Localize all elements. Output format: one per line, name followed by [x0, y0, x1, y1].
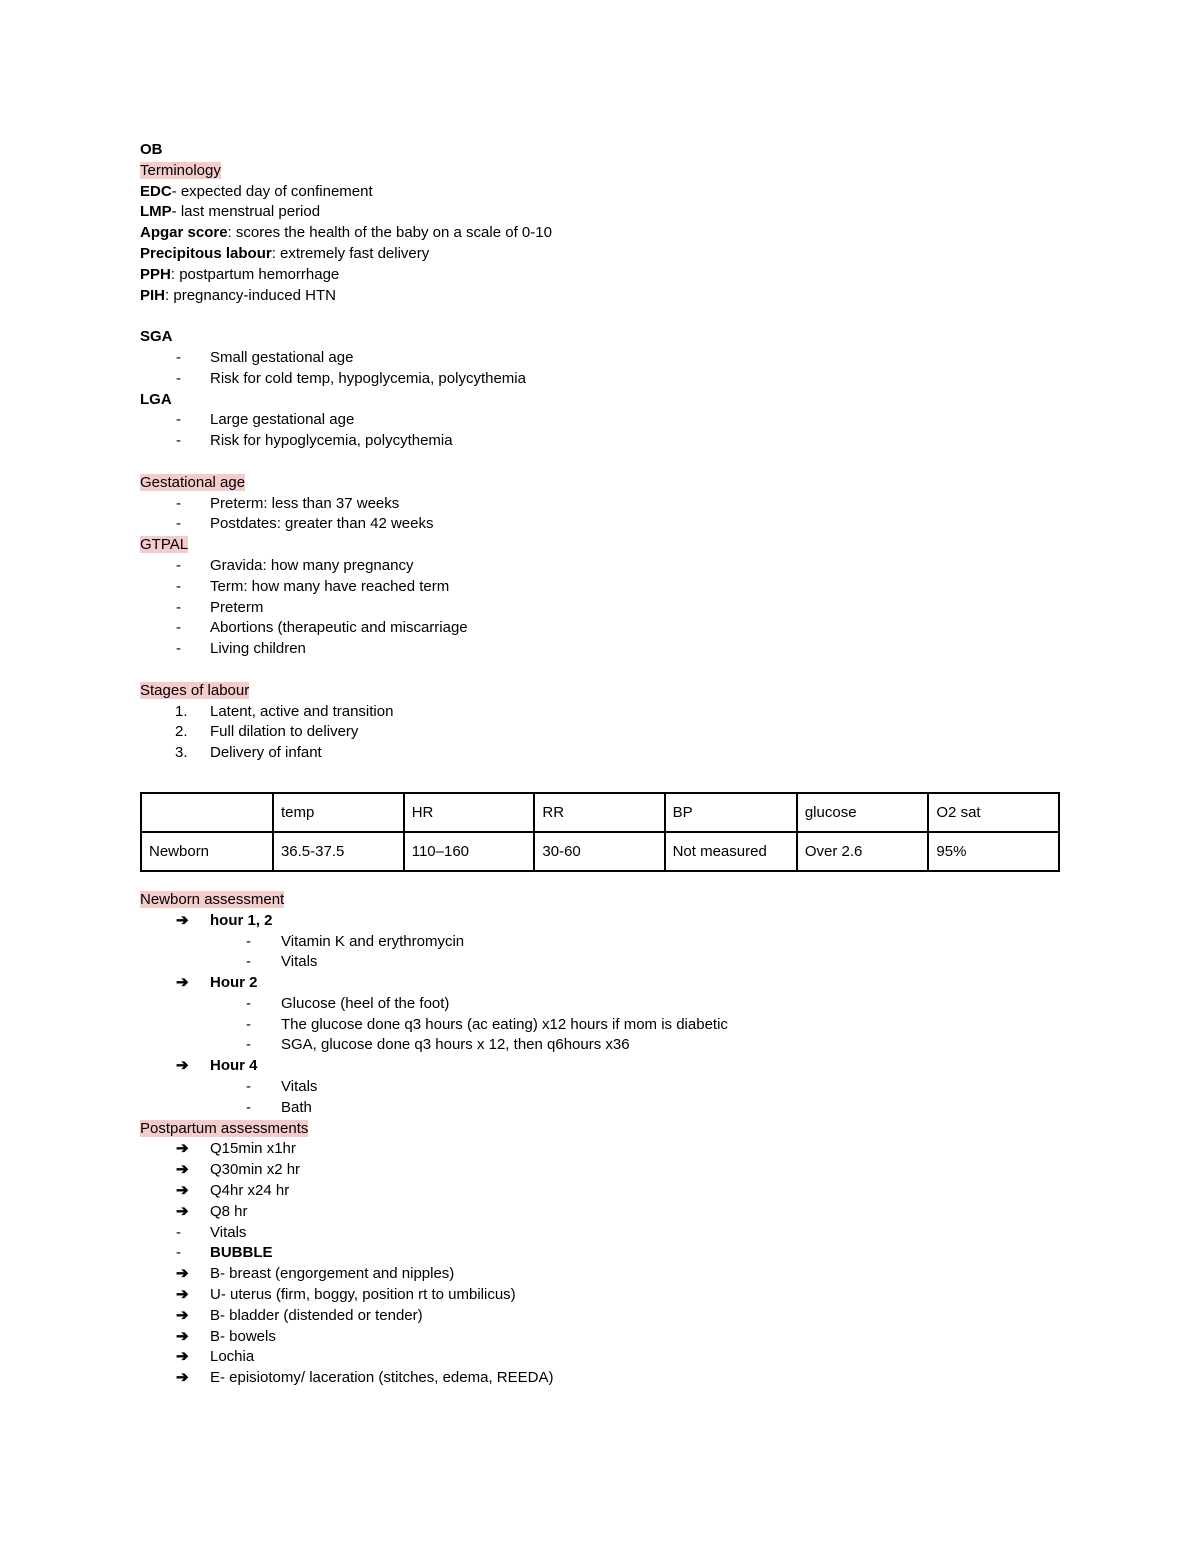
number-marker: 1. — [175, 702, 188, 720]
list-item — [140, 1202, 1060, 1223]
list-item — [140, 911, 1060, 932]
list-item-text: Risk for cold temp, hypoglycemia, polycythemia — [210, 369, 526, 387]
stage-text: Latent, active and transition — [210, 702, 394, 720]
term-separator: : — [165, 286, 174, 304]
arrow-icon: ➔ — [176, 1161, 189, 1179]
dash-marker: - — [246, 953, 251, 971]
newborn-assessment-heading: Newborn assessment — [140, 890, 285, 908]
sga-list — [140, 348, 1060, 390]
arrow-icon: ➔ — [176, 1348, 189, 1366]
terminology-list — [140, 182, 1060, 307]
dash-marker: - — [246, 932, 251, 950]
term-name: Precipitous labour — [140, 244, 272, 262]
term-separator: : — [271, 244, 281, 262]
list-item — [140, 1098, 1060, 1119]
arrow-icon: ➔ — [176, 1306, 189, 1324]
table-header-cell: HR — [404, 793, 535, 832]
gestational-age-list — [140, 494, 1060, 536]
postpartum-list — [140, 1139, 1060, 1389]
schedule-item: Q15min x1hr — [210, 1140, 296, 1158]
dash-marker: - — [176, 515, 181, 533]
dash-marker: - — [176, 598, 181, 616]
dash-marker: - — [176, 1223, 181, 1241]
list-item — [140, 348, 1060, 369]
list-item — [140, 722, 1060, 743]
gestational-age-heading: Gestational age — [140, 473, 246, 491]
bubble-item: Lochia — [210, 1348, 255, 1366]
lga-heading: LGA — [140, 390, 172, 408]
list-item — [140, 1077, 1060, 1098]
list-item-text: Living children — [210, 640, 306, 658]
dash-marker: - — [176, 619, 181, 637]
table-header-cell: RR — [534, 793, 664, 832]
arrow-icon: ➔ — [176, 1182, 189, 1200]
term-definition: extremely fast delivery — [280, 244, 430, 262]
bubble-item: B- breast (engorgement and nipples) — [210, 1265, 455, 1283]
list-item-text: Bath — [281, 1098, 312, 1116]
list-item — [140, 702, 1060, 723]
term-definition: last menstrual period — [180, 203, 321, 221]
dash-marker: - — [246, 1098, 251, 1116]
list-item — [140, 1327, 1060, 1348]
list-item — [140, 1035, 1060, 1056]
dash-marker: - — [246, 1078, 251, 1096]
list-item — [140, 973, 1060, 994]
table-cell: Over 2.6 — [797, 832, 929, 871]
schedule-item: Q4hr x24 hr — [210, 1182, 290, 1200]
list-item — [140, 1223, 1060, 1244]
dash-marker: - — [246, 1015, 251, 1033]
list-item — [140, 952, 1060, 973]
list-item — [140, 556, 1060, 577]
term-name: LMP — [140, 203, 172, 221]
terminology-heading: Terminology — [140, 161, 221, 179]
arrow-icon: ➔ — [176, 1369, 189, 1387]
table-cell: Newborn — [141, 832, 273, 871]
assessment-hour-label: hour 1, 2 — [210, 911, 273, 929]
list-item-text: Vitals — [281, 1078, 318, 1096]
list-item-text: Risk for hypoglycemia, polycythemia — [210, 432, 453, 450]
list-item — [140, 1306, 1060, 1327]
term-definition: pregnancy-induced HTN — [173, 286, 336, 304]
bubble-item: U- uterus (firm, boggy, position rt to umbilicus) — [210, 1286, 516, 1304]
term-separator: - — [171, 203, 181, 221]
list-item — [140, 1264, 1060, 1285]
table-header-row — [141, 793, 1059, 832]
list-item — [140, 639, 1060, 660]
assessment-hour-label: Hour 4 — [210, 1057, 258, 1075]
table-header-cell: BP — [665, 793, 797, 832]
dash-marker: - — [176, 577, 181, 595]
arrow-icon: ➔ — [176, 1202, 189, 1220]
list-item — [140, 1285, 1060, 1306]
term-name: PPH — [140, 265, 171, 283]
stages-list — [140, 702, 1060, 764]
table-header-cell: O2 sat — [928, 793, 1059, 832]
stages-heading: Stages of labour — [140, 681, 250, 699]
dash-marker: - — [176, 1244, 181, 1262]
term-row — [140, 244, 1060, 265]
lga-list — [140, 410, 1060, 452]
term-name: Apgar score — [140, 224, 228, 242]
list-item-text: Preterm — [210, 598, 264, 616]
arrow-icon: ➔ — [176, 974, 189, 992]
list-item — [140, 1243, 1060, 1264]
table-row — [141, 832, 1059, 871]
list-item — [140, 1368, 1060, 1389]
list-item-text: Vitals — [281, 953, 318, 971]
dash-marker: - — [246, 1036, 251, 1054]
list-item-text: Glucose (heel of the foot) — [281, 994, 450, 1012]
list-item — [140, 598, 1060, 619]
list-item-text: SGA, glucose done q3 hours x 12, then q6hours x36 — [281, 1036, 630, 1054]
term-definition: expected day of confinement — [180, 182, 373, 200]
term-name: EDC — [140, 182, 172, 200]
arrow-icon: ➔ — [176, 1057, 189, 1075]
stage-text: Full dilation to delivery — [210, 723, 359, 741]
schedule-item: Q30min x2 hr — [210, 1161, 301, 1179]
table-cell: 110–160 — [404, 832, 535, 871]
doc-title: OB — [140, 141, 163, 158]
arrow-icon: ➔ — [176, 1265, 189, 1283]
document-page — [140, 140, 1060, 1389]
list-item — [140, 577, 1060, 598]
list-item — [140, 743, 1060, 764]
bubble-item: B- bowels — [210, 1327, 276, 1345]
term-row — [140, 223, 1060, 244]
bubble-item: B- bladder (distended or tender) — [210, 1306, 423, 1324]
dash-marker: - — [176, 348, 181, 366]
dash-marker: - — [176, 494, 181, 512]
table-cell: 95% — [928, 832, 1059, 871]
list-item — [140, 1056, 1060, 1077]
term-row — [140, 265, 1060, 286]
list-item-text: Large gestational age — [210, 411, 355, 429]
table-cell: 36.5-37.5 — [273, 832, 404, 871]
term-row — [140, 286, 1060, 307]
list-item-text: Postdates: greater than 42 weeks — [210, 515, 434, 533]
dash-marker: - — [176, 556, 181, 574]
list-item-text: Gravida: how many pregnancy — [210, 556, 414, 574]
term-separator: - — [171, 182, 181, 200]
bubble-item: E- episiotomy/ laceration (stitches, edema, REEDA) — [210, 1369, 554, 1387]
list-item — [140, 618, 1060, 639]
dash-marker: - — [176, 369, 181, 387]
table-cell: Not measured — [665, 832, 797, 871]
dash-marker: - — [176, 432, 181, 450]
list-item-text: Preterm: less than 37 weeks — [210, 494, 400, 512]
list-item — [140, 994, 1060, 1015]
term-name: PIH — [140, 286, 166, 304]
gtpal-list — [140, 556, 1060, 660]
list-item — [140, 1160, 1060, 1181]
gtpal-heading: GTPAL — [140, 536, 189, 554]
list-item-text: Term: how many have reached term — [210, 577, 450, 595]
list-item — [140, 514, 1060, 535]
stage-text: Delivery of infant — [210, 744, 322, 762]
list-item — [140, 932, 1060, 953]
term-separator: : — [227, 224, 236, 242]
postpartum-heading: Postpartum assessments — [140, 1119, 309, 1137]
table-cell: 30-60 — [534, 832, 664, 871]
arrow-icon: ➔ — [176, 1140, 189, 1158]
list-item-text: Abortions (therapeutic and miscarriage — [210, 619, 468, 637]
assessment-hour-label: Hour 2 — [210, 974, 258, 992]
dash-marker: - — [246, 994, 251, 1012]
number-marker: 2. — [175, 723, 188, 741]
newborn-vitals-table — [140, 792, 1060, 872]
schedule-item: Q8 hr — [210, 1202, 248, 1220]
list-item — [140, 1015, 1060, 1036]
dash-marker: - — [176, 640, 181, 658]
term-separator: : — [170, 265, 180, 283]
arrow-icon: ➔ — [176, 911, 189, 929]
list-item — [140, 369, 1060, 390]
list-item-text: Small gestational age — [210, 348, 354, 366]
list-item — [140, 1139, 1060, 1160]
table-header-cell: glucose — [797, 793, 929, 832]
newborn-assessment-list — [140, 911, 1060, 1119]
list-item-text: The glucose done q3 hours (ac eating) x12 hours if mom is diabetic — [281, 1015, 728, 1033]
arrow-icon: ➔ — [176, 1327, 189, 1345]
term-row — [140, 202, 1060, 223]
vitals-label: Vitals — [210, 1223, 247, 1241]
term-definition: postpartum hemorrhage — [179, 265, 340, 283]
list-item — [140, 494, 1060, 515]
term-definition: scores the health of the baby on a scale of 0-10 — [235, 224, 552, 242]
list-item — [140, 431, 1060, 452]
list-item-text: Vitamin K and erythromycin — [281, 932, 465, 950]
sga-heading: SGA — [140, 328, 173, 346]
term-row — [140, 182, 1060, 203]
arrow-icon: ➔ — [176, 1286, 189, 1304]
list-item — [140, 410, 1060, 431]
table-header-cell — [141, 793, 273, 832]
number-marker: 3. — [175, 744, 188, 762]
bubble-label: BUBBLE — [210, 1244, 273, 1262]
dash-marker: - — [176, 411, 181, 429]
list-item — [140, 1181, 1060, 1202]
table-header-cell: temp — [273, 793, 404, 832]
list-item — [140, 1347, 1060, 1368]
